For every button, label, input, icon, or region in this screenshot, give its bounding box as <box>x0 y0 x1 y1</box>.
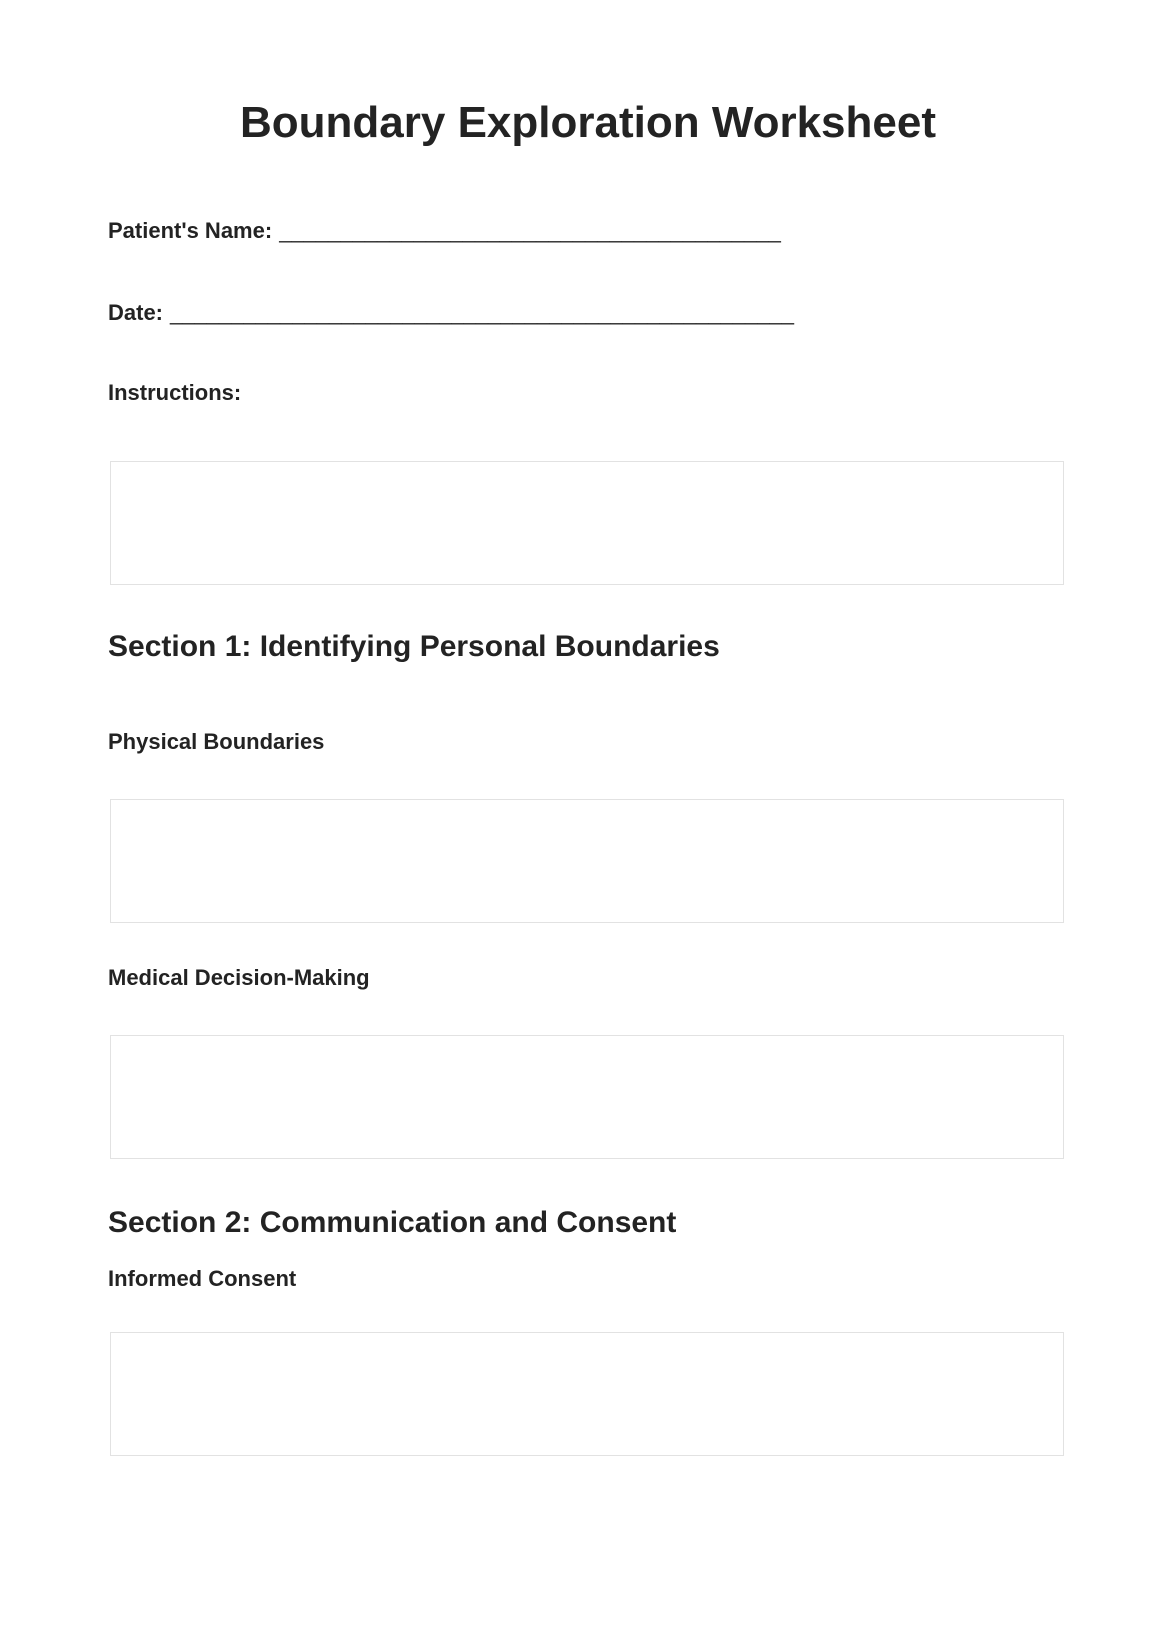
physical-boundaries-label: Physical Boundaries <box>108 729 325 754</box>
patient-name-row <box>108 220 781 242</box>
physical-boundaries-row <box>108 731 324 753</box>
date-row <box>108 302 794 324</box>
medical-decision-making-textarea[interactable] <box>110 1035 1064 1159</box>
instructions-row <box>108 382 241 404</box>
section-1-heading: Section 1: Identifying Personal Boundaries <box>108 630 720 663</box>
date-label: Date: <box>108 300 164 325</box>
medical-decision-making-row <box>108 967 370 989</box>
physical-boundaries-textarea[interactable] <box>110 799 1064 923</box>
informed-consent-label: Informed Consent <box>108 1266 297 1291</box>
instructions-textarea[interactable] <box>110 461 1064 585</box>
worksheet-title: Boundary Exploration Worksheet <box>240 98 936 147</box>
section-2-heading: Section 2: Communication and Consent <box>108 1206 677 1239</box>
informed-consent-row <box>108 1268 296 1290</box>
medical-decision-making-label: Medical Decision-Making <box>108 965 370 990</box>
instructions-label: Instructions: <box>108 380 242 405</box>
patient-name-fill-line[interactable]: _________________________________________ <box>279 218 781 243</box>
patient-name-label: Patient's Name: <box>108 218 273 243</box>
date-fill-line[interactable]: ___________________________________________________ <box>170 300 795 325</box>
informed-consent-textarea[interactable] <box>110 1332 1064 1456</box>
